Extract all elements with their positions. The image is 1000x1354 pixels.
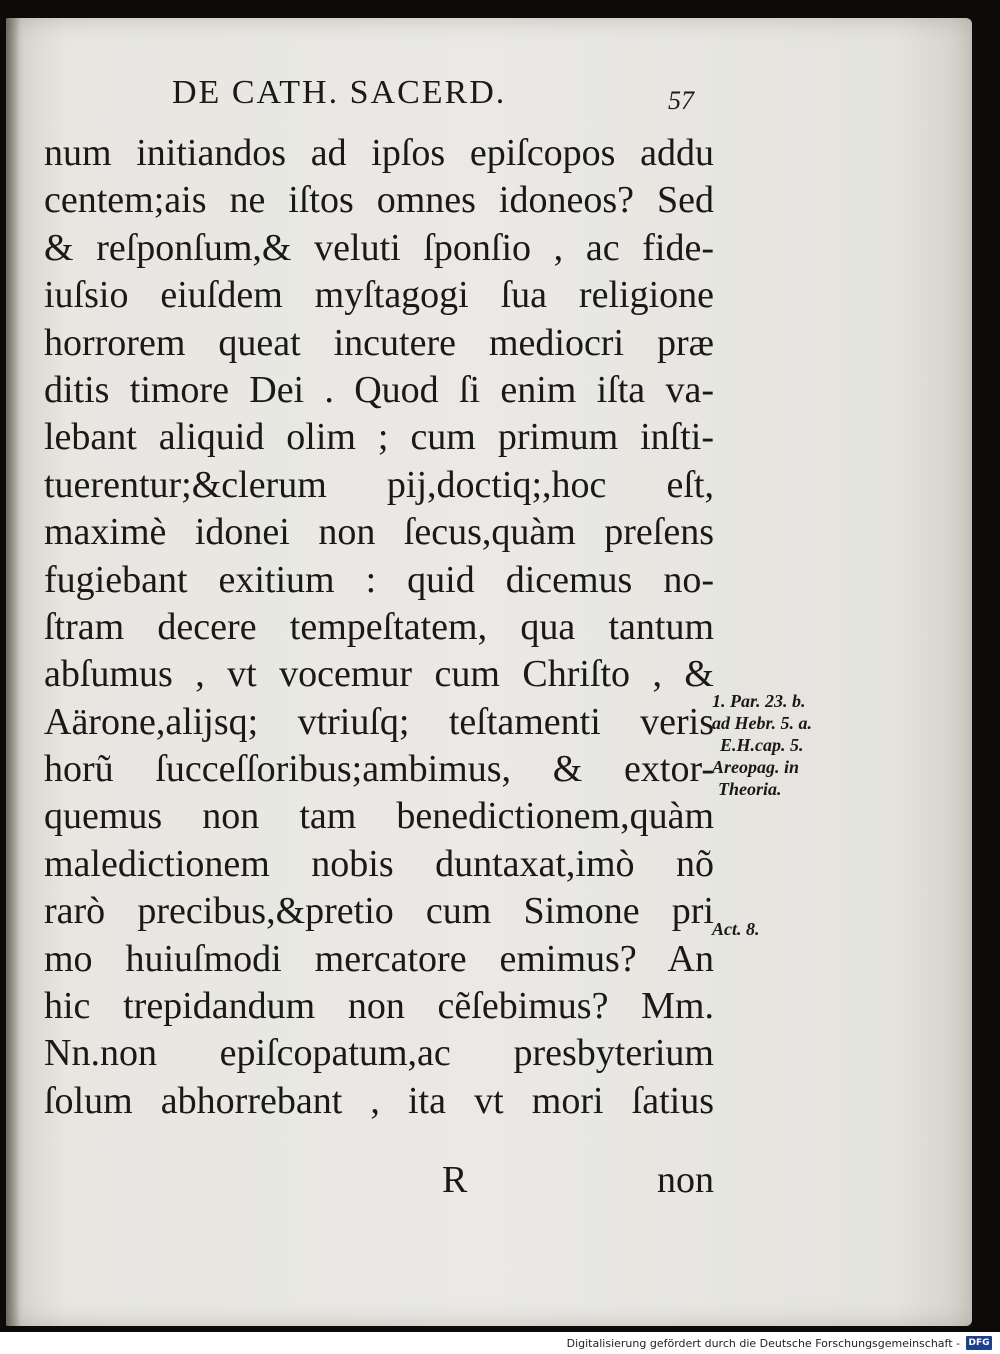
text-line: centem;ais ne iſtos omnes idoneos? Sed bbox=[44, 179, 714, 222]
text-line: rarò precibus,&pretio cum Simone pri bbox=[44, 890, 714, 933]
text-line: maximè idonei non ſecus,quàm preſens bbox=[44, 511, 714, 554]
text-line: ditis timore Dei . Quod ſi enim iſta va- bbox=[44, 368, 714, 411]
catchword: non bbox=[657, 1159, 714, 1201]
marginal-note: E.H.cap. 5. bbox=[720, 735, 804, 755]
text-line: mo huiuſmodi mercatore emimus? An bbox=[44, 937, 714, 980]
text-line: ſtram decere tempeſtatem, qua tantum bbox=[44, 605, 714, 648]
text-line: fugiebant exitium : quid dicemus no- bbox=[44, 558, 714, 601]
marginal-notes-references bbox=[712, 690, 852, 800]
running-head: DE CATH. SACERD. bbox=[172, 74, 507, 111]
text-line: maledictionem nobis duntaxat,imò nõ bbox=[44, 842, 714, 885]
text-line: tuerentur;&clerum pij,doctiq;,hoc eſt, bbox=[44, 463, 714, 506]
text-line: & reſponſum,& veluti ſponſio , ac fide- bbox=[44, 226, 714, 269]
page-number: 57 bbox=[668, 86, 694, 115]
gutter-shadow bbox=[6, 18, 20, 1326]
text-line: iuſsio eiuſdem myſtagogi ſua religione bbox=[44, 274, 714, 317]
marginal-note: Theoria. bbox=[718, 779, 782, 799]
text-line: Aärone,alijsq; vtriuſq; teſtamenti veris bbox=[44, 700, 714, 743]
marginal-note: ad Hebr. 5. a. bbox=[712, 713, 813, 733]
text-line: ſolum abhorrebant , ita vt mori ſatius bbox=[44, 1079, 714, 1122]
body-text bbox=[44, 130, 714, 1125]
marginal-notes-acts bbox=[712, 918, 852, 940]
signature-mark: R bbox=[442, 1159, 468, 1201]
text-line: abſumus , vt vocemur cum Chriſto , & bbox=[44, 653, 714, 696]
text-line: quemus non tam benedictionem,quàm bbox=[44, 795, 714, 838]
text-line: horrorem queat incutere mediocri præ bbox=[44, 321, 714, 364]
text-line: hic trepidandum non cẽſebimus? Mm. bbox=[44, 985, 714, 1028]
dfg-logo: DFG bbox=[966, 1336, 992, 1350]
marginal-note: Act. 8. bbox=[712, 919, 760, 939]
text-line: horũ ſucceſſoribus;ambimus, & extor- bbox=[44, 748, 714, 791]
marginal-note: Areopag. in bbox=[712, 757, 800, 777]
text-line: num initiandos ad ipſos epiſcopos addu bbox=[44, 132, 714, 174]
funding-credit: Digitalisierung gefördert durch die Deutsche Forschungsgemeinschaft - bbox=[566, 1337, 960, 1350]
marginal-note: 1. Par. 23. b. bbox=[712, 691, 806, 711]
text-line: lebant aliquid olim ; cum primum inſti- bbox=[44, 416, 714, 459]
text-line: Nn.non epiſcopatum,ac presbyterium bbox=[44, 1032, 714, 1075]
